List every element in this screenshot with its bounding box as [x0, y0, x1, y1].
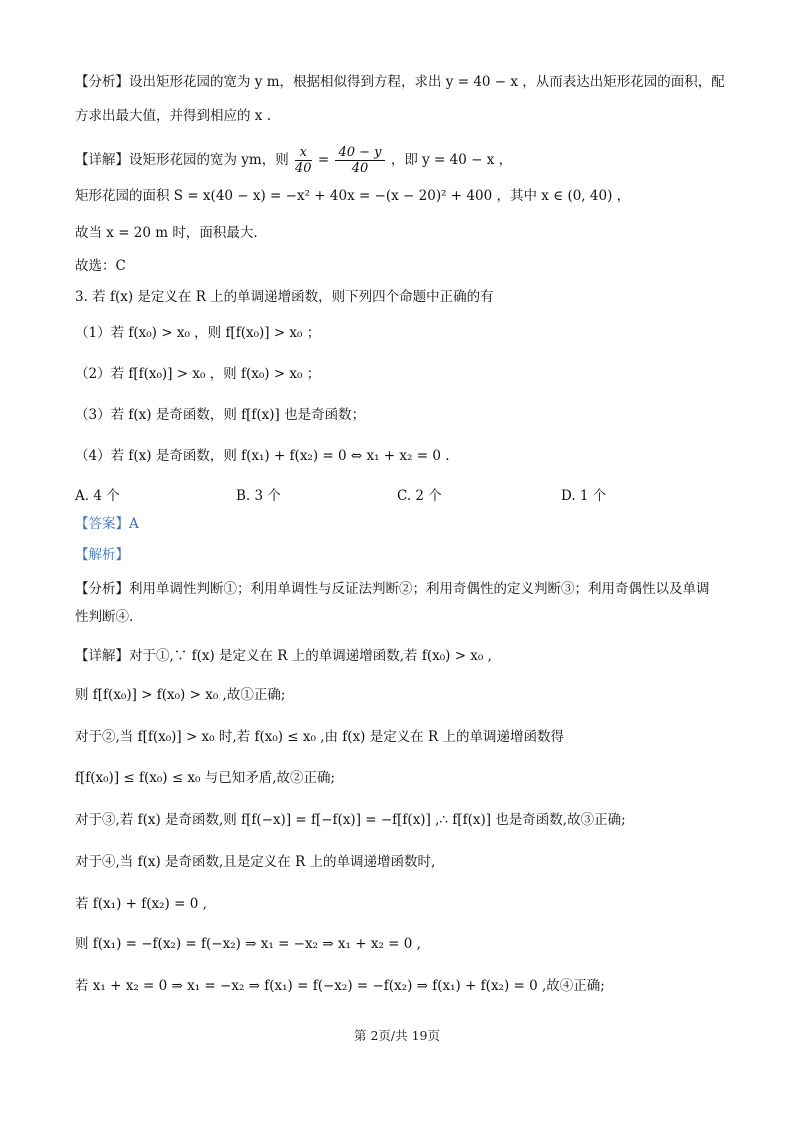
detail-line-1: [75, 144, 724, 176]
fraction-40-y-over-40: $\frac{40 - y}{40}$: [335, 145, 384, 176]
detail-case-4-step-1: 若 f(x₁) + f(x₂) = 0 ,: [75, 896, 207, 912]
option-a: A. 4 个: [75, 488, 120, 504]
solution-analysis-2: 性判断④.: [75, 609, 134, 625]
solution-tag: 【解析】: [75, 547, 129, 563]
equals-sign: =: [317, 152, 330, 168]
detail-case-2: 对于②,当 f[f(x₀)] > x₀ 时,若 f(x₀) ≤ x₀ ,由 f(x) 是定义在 R 上的单调递增函数得: [75, 729, 564, 745]
detail-case-1-conclusion: 则 f[f(x₀)] > f(x₀) > x₀ ,故①正确;: [75, 687, 286, 703]
area-formula-line: 矩形花园的面积 S = x(40 − x) = −x² + 40x = −(x − 20)² + 400 ，其中 x ∈ (0, 40) ，: [75, 188, 631, 204]
detail-case-4-step-3: 若 x₁ + x₂ = 0 ⇒ x₁ = −x₂ ⇒ f(x₁) = f(−x₂) = −f(x₂) ⇒ f(x₁) + f(x₂) = 0 ,故④正确;: [75, 978, 605, 994]
option-d: D. 1 个: [561, 488, 607, 504]
detail-case-4: 对于④,当 f(x) 是奇函数,且是定义在 R 上的单调递增函数时,: [75, 854, 436, 870]
page-footer: 第 2页/共 19页: [353, 1028, 441, 1043]
solution-analysis-1: 【分析】利用单调性判断①；利用单调性与反证法判断②；利用奇偶性的定义判断③；利用奇偶性以及单调: [75, 581, 710, 597]
answer-line: 【答案】A: [75, 516, 139, 532]
detail-case-3: 对于③,若 f(x) 是奇函数,则 f[f(−x)] = f[−f(x)] = −f[f(x)] ,∴ f[f(x)] 也是奇函数,故③正确;: [75, 812, 626, 828]
analysis-line-1: 【分析】设出矩形花园的宽为 y m，根据相似得到方程，求出 y = 40 − x ，从而表达出矩形花园的面积，配: [75, 74, 725, 90]
detail-case-4-step-2: 则 f(x₁) = −f(x₂) = f(−x₂) ⇒ x₁ = −x₂ ⇒ x₁ + x₂ = 0 ,: [75, 936, 421, 952]
question-3: 3. 若 f(x) 是定义在 R 上的单调递增函数，则下列四个命题中正确的有: [75, 289, 494, 305]
proposition-3: （3）若 f(x) 是奇函数，则 f[f(x)] 也是奇函数；: [75, 407, 366, 423]
proposition-4: （4）若 f(x) 是奇函数，则 f(x₁) + f(x₂) = 0 ⇔ x₁ + x₂ = 0 .: [75, 448, 450, 464]
detail-prefix: 【详解】设矩形花园的宽为 ym，则: [75, 152, 289, 168]
detail-suffix: ，即 y = 40 − x ，: [390, 152, 513, 168]
proposition-2: （2）若 f[f(x₀)] > x₀ ，则 f(x₀) > x₀ ；: [75, 366, 321, 382]
detail-case-2-conclusion: f[f(x₀)] ≤ f(x₀) ≤ x₀ 与已知矛盾,故②正确;: [75, 770, 336, 786]
option-c: C. 2 个: [397, 488, 442, 504]
analysis-line-2: 方求出最大值，并得到相应的 x .: [75, 108, 271, 124]
proposition-1: （1）若 f(x₀) > x₀ ，则 f[f(x₀)] > x₀ ；: [75, 325, 321, 341]
detail-case-1: 【详解】对于①,∵ f(x) 是定义在 R 上的单调递增函数,若 f(x₀) > x₀ ,: [75, 648, 492, 664]
option-b: B. 3 个: [236, 488, 281, 504]
choice-line: 故选：C: [75, 258, 126, 274]
fraction-x-over-40: $\frac{x}{40}$: [295, 145, 312, 176]
max-area-line: 故当 x = 20 m 时，面积最大.: [75, 225, 258, 241]
